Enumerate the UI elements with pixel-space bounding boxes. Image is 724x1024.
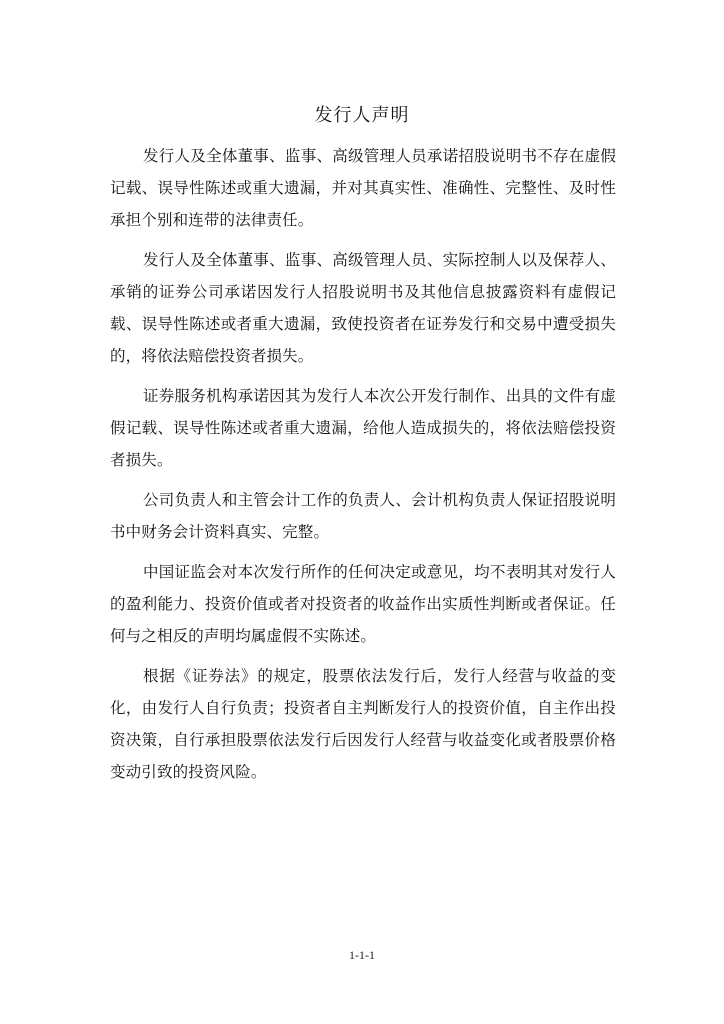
page-title: 发行人声明 [314, 105, 410, 126]
paragraph-5: 中国证监会对本次发行所作的任何决定或意见，均不表明其对发行人的盈利能力、投资价值或者对投资者的收益作出实质性判断或者保证。任何与之相反的声明均属虚假不实陈述。 [110, 563, 616, 645]
paragraph-4: 公司负责人和主管会计工作的负责人、会计机构负责人保证招股说明书中财务会计资料真实、完整。 [110, 491, 616, 541]
paragraph-1: 发行人及全体董事、监事、高级管理人员承诺招股说明书不存在虚假记载、误导性陈述或重大遗漏，并对其真实性、准确性、完整性、及时性承担个别和连带的法律责任。 [110, 147, 616, 229]
paragraph-2: 发行人及全体董事、监事、高级管理人员、实际控制人以及保荐人、承销的证券公司承诺因发行人招股说明书及其他信息披露资料有虚假记载、误导性陈述或者重大遗漏，致使投资者在证券发行和交易中遭受损失的，将依法赔偿投资者损失。 [110, 251, 616, 365]
paragraph-6: 根据《证券法》的规定，股票依法发行后，发行人经营与收益的变化，由发行人自行负责；投资者自主判断发行人的投资价值，自主作出投资决策，自行承担股票依法发行后因发行人经营与收益变化或者股票价格变动引致的投资风险。 [110, 667, 616, 781]
page-number: 1-1-1 [349, 948, 375, 962]
paragraph-3: 证券服务机构承诺因其为发行人本次公开发行制作、出具的文件有虚假记载、误导性陈述或者重大遗漏，给他人造成损失的，将依法赔偿投资者损失。 [110, 387, 616, 469]
document-body [110, 140, 616, 796]
